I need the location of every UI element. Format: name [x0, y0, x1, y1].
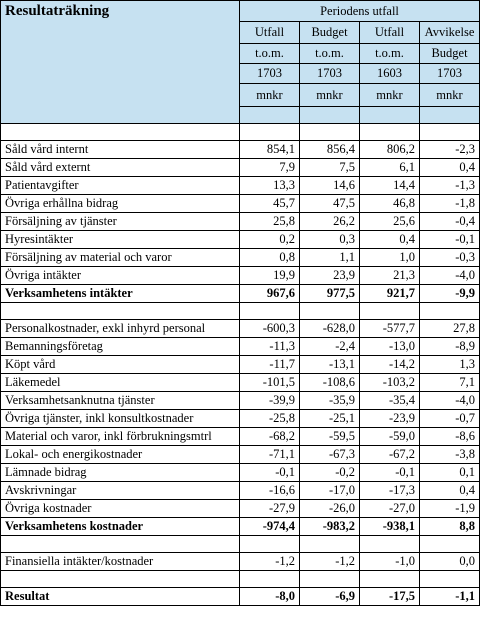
cell-deviation: 1,3: [420, 356, 480, 374]
row-label: Försäljning av material och varor: [1, 249, 240, 267]
row-label: Köpt vård: [1, 356, 240, 374]
cell-deviation: -9,9: [420, 285, 480, 303]
cell-outcome-1603: 6,1: [360, 159, 420, 177]
row-label: Verksamhetens intäkter: [1, 285, 240, 303]
cell-deviation: 8,8: [420, 518, 480, 536]
cell-outcome-1603: -938,1: [360, 518, 420, 536]
cell-outcome-1703: 19,9: [240, 267, 300, 285]
col-header-line3: 1603: [360, 64, 420, 84]
cell-budget-1703: -25,1: [300, 410, 360, 428]
cell-budget-1703: -26,0: [300, 500, 360, 518]
cell-outcome-1703: 854,1: [240, 141, 300, 159]
cell-outcome-1703: -600,3: [240, 320, 300, 338]
cell-deviation: 27,8: [420, 320, 480, 338]
cell-outcome-1603: -59,0: [360, 428, 420, 446]
row-label: Övriga tjänster, inkl konsultkostnader: [1, 410, 240, 428]
col-header-unit: mnkr: [420, 84, 480, 107]
cell-deviation: -0,4: [420, 213, 480, 231]
col-header-line1: Avvikelse: [420, 22, 480, 44]
table-row: [1, 159, 480, 177]
row-label: Hyresintäkter: [1, 231, 240, 249]
col-header-line2: Budget: [420, 44, 480, 64]
cell-deviation: -3,8: [420, 446, 480, 464]
row-label: Verksamhetens kostnader: [1, 518, 240, 536]
cell-outcome-1603: 21,3: [360, 267, 420, 285]
cell-deviation: -0,7: [420, 410, 480, 428]
row-label: Övriga kostnader: [1, 500, 240, 518]
cell-budget-1703: 7,5: [300, 159, 360, 177]
spacer-cell: [240, 536, 300, 553]
table-row: [1, 464, 480, 482]
cell-outcome-1603: -17,3: [360, 482, 420, 500]
cell-outcome-1703: 0,2: [240, 231, 300, 249]
row-label: Avskrivningar: [1, 482, 240, 500]
cell-outcome-1703: 7,9: [240, 159, 300, 177]
row-label: Finansiella intäkter/kostnader: [1, 553, 240, 571]
cell-budget-1703: -59,5: [300, 428, 360, 446]
cell-outcome-1703: 967,6: [240, 285, 300, 303]
row-label: Såld vård externt: [1, 159, 240, 177]
spacer-cell: [300, 303, 360, 320]
cell-outcome-1603: -14,2: [360, 356, 420, 374]
row-label: Lokal- och energikostnader: [1, 446, 240, 464]
cell-deviation: -0,1: [420, 231, 480, 249]
period-header: Periodens utfall: [240, 1, 480, 22]
spacer-cell: [1, 124, 240, 141]
cell-outcome-1703: -101,5: [240, 374, 300, 392]
cell-outcome-1703: -0,1: [240, 464, 300, 482]
cell-outcome-1703: 45,7: [240, 195, 300, 213]
cell-outcome-1603: 921,7: [360, 285, 420, 303]
col-header-line2: t.o.m.: [360, 44, 420, 64]
cell-budget-1703: 14,6: [300, 177, 360, 195]
spacer-cell: [420, 536, 480, 553]
spacer-cell: [360, 124, 420, 141]
cell-budget-1703: -35,9: [300, 392, 360, 410]
row-label: Material och varor, inkl förbrukningsmtrl: [1, 428, 240, 446]
cell-outcome-1603: -17,5: [360, 588, 420, 606]
cell-outcome-1703: 13,3: [240, 177, 300, 195]
col-header-unit: mnkr: [360, 84, 420, 107]
spacer-cell: [240, 571, 300, 588]
cell-deviation: -1,1: [420, 588, 480, 606]
cell-budget-1703: 977,5: [300, 285, 360, 303]
cell-deviation: -1,9: [420, 500, 480, 518]
cell-outcome-1703: -16,6: [240, 482, 300, 500]
cell-outcome-1703: -11,3: [240, 338, 300, 356]
cell-outcome-1703: -39,9: [240, 392, 300, 410]
spacer-cell: [300, 536, 360, 553]
col-header-line2: t.o.m.: [240, 44, 300, 64]
row-label: Bemanningsföretag: [1, 338, 240, 356]
cell-deviation: -4,0: [420, 392, 480, 410]
spacer-cell: [300, 124, 360, 141]
col-header-line3: 1703: [420, 64, 480, 84]
table-row: [1, 428, 480, 446]
cell-deviation: -1,3: [420, 177, 480, 195]
table-row: [1, 338, 480, 356]
cell-budget-1703: -13,1: [300, 356, 360, 374]
col-header-unit: mnkr: [240, 84, 300, 107]
cell-outcome-1603: 806,2: [360, 141, 420, 159]
cell-budget-1703: -1,2: [300, 553, 360, 571]
cell-outcome-1603: -23,9: [360, 410, 420, 428]
cell-outcome-1603: 46,8: [360, 195, 420, 213]
cell-outcome-1603: -1,0: [360, 553, 420, 571]
cell-budget-1703: -6,9: [300, 588, 360, 606]
cell-budget-1703: 856,4: [300, 141, 360, 159]
spacer-cell: [300, 571, 360, 588]
row-label: Resultat: [1, 588, 240, 606]
cell-budget-1703: 23,9: [300, 267, 360, 285]
table-row: [1, 374, 480, 392]
cell-outcome-1603: 0,4: [360, 231, 420, 249]
table-row: [1, 410, 480, 428]
cell-outcome-1703: -68,2: [240, 428, 300, 446]
table-row: [1, 320, 480, 338]
cell-outcome-1703: -27,9: [240, 500, 300, 518]
header-spacer: [240, 107, 300, 124]
spacer-cell: [360, 536, 420, 553]
header-spacer: [300, 107, 360, 124]
table-row: [1, 177, 480, 195]
table-row: [1, 553, 480, 571]
row-label: Lämnade bidrag: [1, 464, 240, 482]
row-label: Personalkostnader, exkl inhyrd personal: [1, 320, 240, 338]
col-header-line2: t.o.m.: [300, 44, 360, 64]
cell-outcome-1603: -577,7: [360, 320, 420, 338]
col-header-line3: 1703: [300, 64, 360, 84]
table-row: [1, 500, 480, 518]
cell-outcome-1703: 0,8: [240, 249, 300, 267]
spacer-cell: [420, 571, 480, 588]
row-label: Patientavgifter: [1, 177, 240, 195]
cell-outcome-1603: 1,0: [360, 249, 420, 267]
cell-outcome-1703: -71,1: [240, 446, 300, 464]
spacer-cell: [1, 571, 240, 588]
table-row: [1, 356, 480, 374]
cell-budget-1703: -2,4: [300, 338, 360, 356]
cell-budget-1703: -67,3: [300, 446, 360, 464]
row-label: Läkemedel: [1, 374, 240, 392]
col-header-line1: Budget: [300, 22, 360, 44]
cell-budget-1703: -17,0: [300, 482, 360, 500]
total-row-costs: [1, 518, 480, 536]
table-row: [1, 446, 480, 464]
spacer-cell: [360, 571, 420, 588]
cell-outcome-1603: -67,2: [360, 446, 420, 464]
cell-outcome-1603: -35,4: [360, 392, 420, 410]
table-row: [1, 195, 480, 213]
cell-deviation: -4,0: [420, 267, 480, 285]
cell-outcome-1603: 14,4: [360, 177, 420, 195]
table-row: [1, 392, 480, 410]
cell-deviation: -1,8: [420, 195, 480, 213]
cell-outcome-1603: -13,0: [360, 338, 420, 356]
col-header-line1: Utfall: [240, 22, 300, 44]
cell-budget-1703: 26,2: [300, 213, 360, 231]
spacer-cell: [360, 303, 420, 320]
cell-deviation: -8,9: [420, 338, 480, 356]
cell-deviation: 0,4: [420, 482, 480, 500]
cell-deviation: -2,3: [420, 141, 480, 159]
table-row: [1, 231, 480, 249]
table-row: [1, 141, 480, 159]
cell-outcome-1703: -11,7: [240, 356, 300, 374]
table-row: [1, 482, 480, 500]
cell-outcome-1703: 25,8: [240, 213, 300, 231]
cell-budget-1703: 47,5: [300, 195, 360, 213]
cell-outcome-1603: -103,2: [360, 374, 420, 392]
total-row-income: [1, 285, 480, 303]
col-header-line3: 1703: [240, 64, 300, 84]
cell-deviation: 7,1: [420, 374, 480, 392]
row-label: Försäljning av tjänster: [1, 213, 240, 231]
table-row: [1, 213, 480, 231]
spacer-cell: [420, 124, 480, 141]
cell-budget-1703: -628,0: [300, 320, 360, 338]
cell-outcome-1703: -974,4: [240, 518, 300, 536]
table-row: [1, 267, 480, 285]
cell-deviation: 0,1: [420, 464, 480, 482]
cell-outcome-1703: -1,2: [240, 553, 300, 571]
result-row: [1, 588, 480, 606]
cell-outcome-1603: -0,1: [360, 464, 420, 482]
col-header-unit: mnkr: [300, 84, 360, 107]
cell-outcome-1703: -8,0: [240, 588, 300, 606]
spacer-cell: [1, 303, 240, 320]
row-label: Verksamhetsanknutna tjänster: [1, 392, 240, 410]
row-label: Övriga intäkter: [1, 267, 240, 285]
cell-deviation: -8,6: [420, 428, 480, 446]
cell-outcome-1703: -25,8: [240, 410, 300, 428]
cell-budget-1703: -0,2: [300, 464, 360, 482]
row-label: Såld vård internt: [1, 141, 240, 159]
cell-budget-1703: -108,6: [300, 374, 360, 392]
cell-deviation: 0,4: [420, 159, 480, 177]
col-header-line1: Utfall: [360, 22, 420, 44]
cell-deviation: -0,3: [420, 249, 480, 267]
header-spacer: [420, 107, 480, 124]
spacer-cell: [1, 536, 240, 553]
spacer-cell: [420, 303, 480, 320]
cell-budget-1703: 0,3: [300, 231, 360, 249]
cell-outcome-1603: 25,6: [360, 213, 420, 231]
spacer-cell: [240, 303, 300, 320]
page-title: Resultaträkning: [1, 1, 240, 124]
cell-outcome-1603: -27,0: [360, 500, 420, 518]
cell-deviation: 0,0: [420, 553, 480, 571]
cell-budget-1703: -983,2: [300, 518, 360, 536]
cell-budget-1703: 1,1: [300, 249, 360, 267]
spacer-cell: [240, 124, 300, 141]
row-label: Övriga erhållna bidrag: [1, 195, 240, 213]
header-spacer: [360, 107, 420, 124]
table-row: [1, 249, 480, 267]
